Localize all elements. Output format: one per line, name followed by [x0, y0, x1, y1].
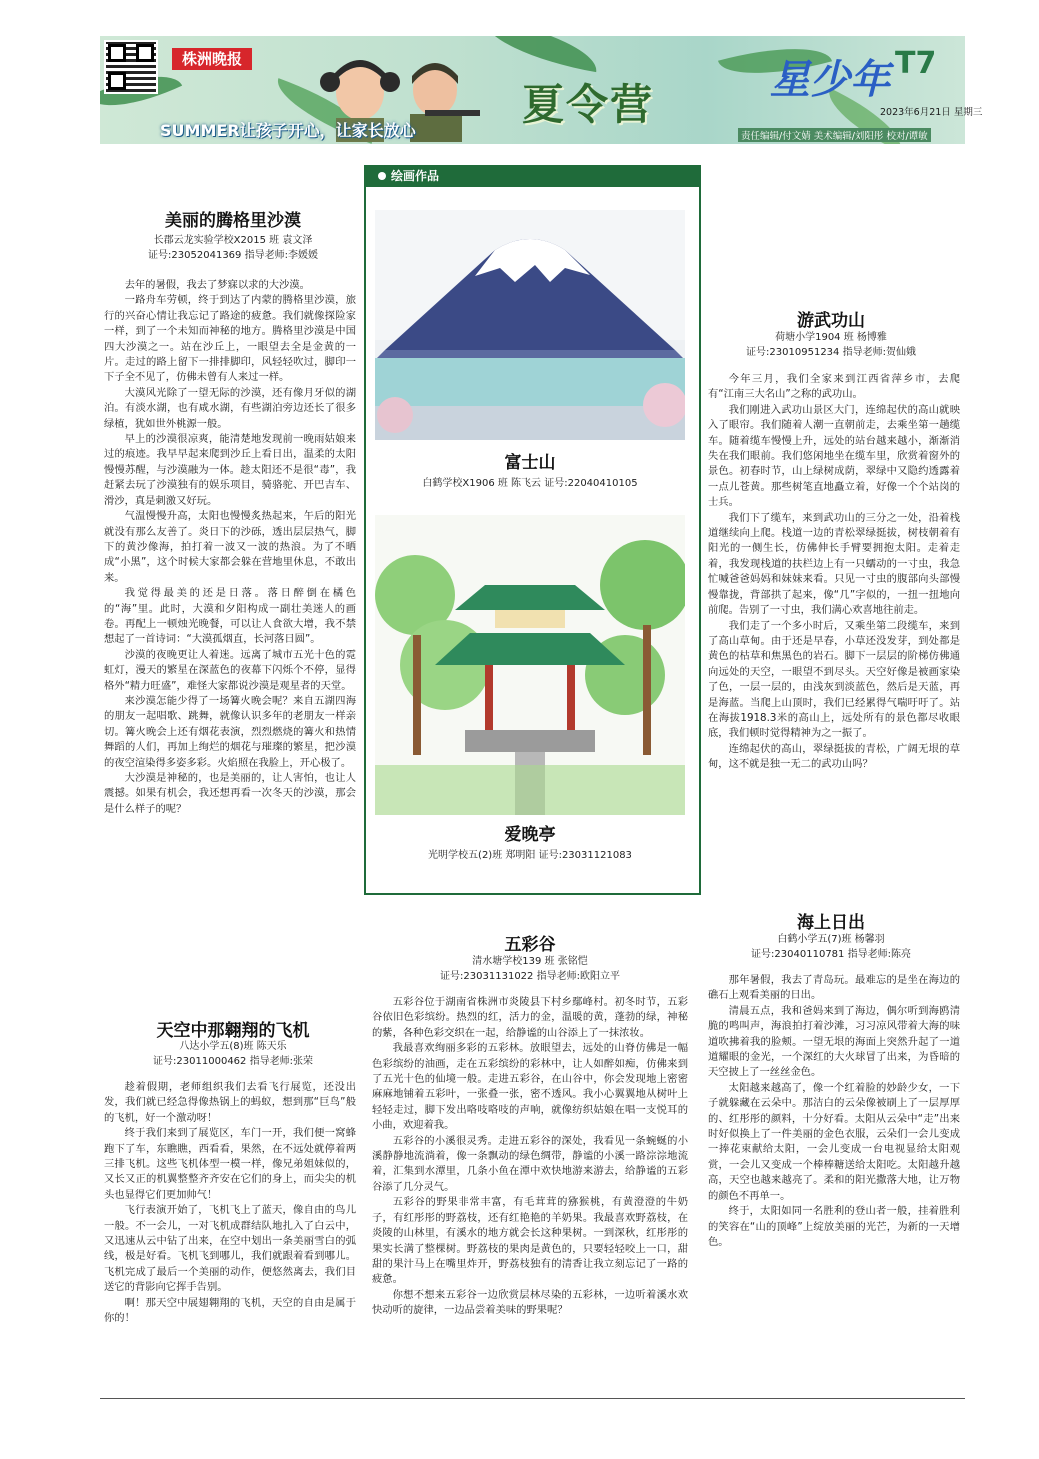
qr-code-icon[interactable]: [104, 40, 158, 94]
masthead-title: 夏令营: [522, 80, 655, 129]
masthead-slogan: SUMMER让孩子开心，让家长放心: [160, 121, 416, 140]
article-byline: [370, 954, 690, 984]
article-title: 五彩谷: [504, 935, 556, 955]
issue-date: 2023年6月21日 星期三: [880, 107, 983, 118]
article-title: 游武功山: [797, 311, 865, 331]
teacher-line: 证号:23040110781 指导老师:陈亮: [751, 949, 911, 960]
paragraph: 一路舟车劳顿，终于到达了内蒙的腾格里沙漠，旅行的兴奋心情让我忘记了路途的疲惫。我们就像探险家一样，到了一个未知而神秘的地方。腾格里沙漠是中国四大沙漠之一。站在沙丘上，一眼望去全是金黄的一片。走过的路上留下一排排脚印，风轻轻吹过，脚印一下子全不见了，仿佛未曾有人来过一样。: [104, 294, 356, 384]
author-line: 清水塘学校139 班 张铭恺: [472, 956, 588, 967]
teacher-line: 证号:23031131022 指导老师:欧阳立平: [440, 971, 620, 982]
article-title: 海上日出: [797, 913, 865, 933]
paragraph: 终于，太阳如同一名胜利的登山者一般，挂着胜利的笑容在“山的顶峰”上绽放美丽的光芒，为新的一天增色。: [708, 1205, 960, 1248]
gallery-header-label: 绘画作品: [391, 169, 440, 183]
article-byline: [706, 330, 956, 360]
palm-leaf-decoration: [478, 36, 602, 72]
article-byline: [108, 233, 358, 263]
teacher-line: 证号:23011000462 指导老师:张荣: [153, 1056, 313, 1067]
article-body: [372, 995, 688, 1319]
painting-mount-fuji[interactable]: [375, 210, 685, 440]
paragraph: 飞行表演开始了，飞机飞上了蓝天，像自由的鸟儿一般。不一会儿，一对飞机成群结队地扎入了白云中，又迅速从云中钻了出来，在空中划出一条美丽雪白的弧线，极是好看。飞机飞到哪儿，我们就跟着看到哪儿。飞机完成了最后一个美丽的动作，便悠然离去，我们目送它的背影向它挥手告别。: [104, 1204, 356, 1294]
paragraph: 连绵起伏的高山，翠绿挺拔的青松，广阔无垠的草甸，这不就是独一无二的武功山吗？: [708, 742, 960, 771]
teacher-line: 证号:23052041369 指导老师:李媛媛: [148, 250, 318, 261]
paragraph: 早上的沙漠很凉爽，能清楚地发现前一晚雨姑娘来过的痕迹。我早早起来爬到沙丘上看日出，温柔的太阳慢慢苏醒，与沙漠融为一体。趁太阳还不是很“毒”，我赶紧去玩了沙漠独有的娱乐项目，骑骆驼、开巴吉车、滑沙，真是刺激又好玩。: [104, 433, 356, 507]
paragraph: 我们下了缆车，来到武功山的三分之一处，沿着栈道继续向上爬。栈道一边的青松翠绿挺拔，树枝朝着有阳光的一侧生长，仿佛伸长手臂要拥抱太阳。走着走着，我发现栈道的扶栏边上有一只蠕动的一寸虫，我急忙喊爸爸妈妈和妹妹来看。只见一寸虫的腹部向头部慢慢靠拢，背部拱了起来，像“几”字似的，一扭一扭地向前爬。告别了一寸虫，我们满心欢喜地往前走。: [708, 511, 960, 617]
paragraph: 来沙漠怎能少得了一场篝火晚会呢？来自五湖四海的朋友一起唱歌、跳舞，就像认识多年的老朋友一样亲切。篝火晚会上还有烟花表演，烈烈燃烧的篝火和热情舞蹈的人们，再加上绚烂的烟花与璀璨的繁星，把沙漠的夜空渲染得多姿多彩。火焰照在我脸上，开心极了。: [104, 694, 356, 769]
paragraph: 大漠风光除了一望无际的沙漠，还有像月牙似的湖泊。有淡水湖，也有咸水湖，有些湖泊旁边还长了很多绿植，犹如世外桃源一般。: [104, 386, 356, 430]
editor-credit: 责任编辑/付文婧 美术编辑/刘阳彤 校对/谭敏: [738, 128, 931, 142]
paragraph: 清晨五点，我和爸妈来到了海边，偶尔听到海鸥清脆的鸣叫声，海浪拍打着沙滩，习习凉风带着大海的味道吹拂着我的脸颊。一望无垠的海面上突然升起了一道道耀眼的金光，一个深红的大火球冒了出来，为昏暗的天空披上了一丝丝金色。: [708, 1004, 960, 1079]
paragraph: 我觉得最美的还是日落。落日醉倒在橘色的“海”里。此时，大漠和夕阳构成一副壮美迷人的画卷。再配上一顿烛光晚餐，可以让人食欲大增，我不禁想起了一首诗词：“大漠孤烟直，长河落日圆”。: [104, 587, 356, 646]
article-title: 天空中那翱翔的飞机: [156, 1021, 310, 1041]
author-line: 荷塘小学1904 班 杨博雅: [775, 332, 887, 343]
column-title: 星少年: [770, 57, 890, 103]
article-title: 美丽的腾格里沙漠: [165, 211, 301, 231]
painting-byline: 光明学校五(2)班 郑明阳 证号:23031121083: [428, 850, 632, 861]
paragraph: 我们刚进入武功山景区大门，连绵起伏的高山就映入了眼帘。我们随着人潮一直朝前走，去乘坐第一趟缆车。随着缆车慢慢上升，远处的站台越来越小，渐渐消失在我们眼前。我们悠闲地坐在缆车里，欣赏着窗外的景色。初春时节，山上绿树成荫，翠绿中又隐约透露着一点儿苍黄。那些树笔直地矗立着，好像一个个站岗的士兵。: [708, 403, 960, 509]
paragraph: 终于我们来到了展览区，车门一开，我们便一窝蜂跑下了车，东瞧瞧，西看看，果然，在不远处就停着两三排飞机。这些飞机体型一模一样，像兄弟姐妹似的，又长又正的机翼整整齐齐安在它们的身上，而尖尖的机头也显得它们更加帅气！: [104, 1127, 356, 1201]
paragraph: 啊！那天空中展翅翱翔的飞机，天空的自由是属于你的！: [104, 1296, 356, 1325]
paragraph: 气温慢慢升高，太阳也慢慢炙热起来，午后的阳光就没有那么友善了。炎日下的沙砾，透出层层热气，脚下的黄沙像海，拍打着一波又一波的热浪。为了不晒成“小黑”，这个时候大家都会躲在营地里休息，不敢出来。: [104, 510, 356, 584]
article-body: [708, 973, 960, 1250]
paragraph: 五彩谷位于湖南省株洲市炎陵县下村乡鄢峰村。初冬时节，五彩谷依旧色彩缤纷。热烈的红，活力的金，温暖的黄，蓬勃的绿，神秘的紫，各种色彩交织在一起，给静谧的山谷添上了一抹浓妆。: [372, 996, 688, 1039]
article-byline: [706, 932, 956, 962]
author-line: 八达小学五(8)班 陈天乐: [179, 1041, 287, 1052]
painting-title: 爱晚亭: [504, 825, 556, 845]
article-body: [708, 372, 960, 773]
paragraph: 大沙漠是神秘的，也是美丽的，让人害怕，也让人震撼。如果有机会，我还想再看一次冬天的沙漠，那会是什么样子的呢？: [104, 772, 356, 815]
page-number: T7: [895, 46, 937, 81]
paragraph: 趁着假期，老师组织我们去看飞行展览，还没出发，我们就已经急得像热锅上的蚂蚁，想到那“巨鸟”般的飞机，好一个激动呀！: [104, 1081, 356, 1124]
article-body: [104, 278, 356, 817]
paragraph: 我们走了一个多小时后，又乘坐第二段缆车，来到了高山草甸。由于还是早春，小草还没发芽，到处都是黄色的枯草和焦黑色的岩石。脚下一层层的阶梯仿佛通向远处的天空，一眼望不到尽头。天空好像是被画家染了色，一层一层的，由浅灰到淡蓝色，然后是天蓝，再是海蓝。当爬上山顶时，我们已经累得气喘吁吁了。站在海拔1918.3米的高山上，远处所有的景色都尽收眼底，我们顿时觉得精神为之一振了。: [708, 619, 960, 740]
paragraph: 沙漠的夜晚更让人着迷。远离了城市五光十色的霓虹灯，漫天的繁星在深蓝色的夜幕下闪烁个不停，显得格外“精力旺盛”，难怪大家都说沙漠是观星者的天堂。: [104, 648, 356, 692]
painting-byline: 白鹤学校X1906 班 陈飞云 证号:22040410105: [422, 478, 638, 489]
bottom-rule: [100, 1398, 965, 1399]
paragraph: 你想不想来五彩谷一边欣赏层林尽染的五彩林，一边听着溪水欢快动听的旋律，一边品尝着美味的野果呢？: [372, 1288, 688, 1317]
paragraph: 太阳越来越高了，像一个红着脸的妙龄少女，一下子就躲藏在云朵中。那洁白的云朵像被刷上了一层厚厚的、红彤彤的颜料，十分好看。太阳从云朵中“走”出来时好似换上了一件美丽的金色衣服，云朵们一会儿变成一捧花束献给太阳，一会儿变成一台电视显给太阳观赏，一会儿又变成一个棒棒糖送给太阳吃。太阳越升越高，天空也越来越亮了。柔和的阳光撒落大地，让万物的颜色不再单一。: [708, 1081, 960, 1202]
article-body: [104, 1080, 356, 1327]
paragraph: 去年的暑假，我去了梦寐以求的大沙漠。: [124, 279, 310, 291]
paragraph: 我最喜欢绚丽多彩的五彩林。放眼望去，远处的山脊仿佛是一幅色彩缤纷的油画，走在五彩缤纷的彩林中，让人如醉如痴，仿佛来到了五光十色的仙境一般。走进五彩谷，在山谷中，你会发现地上密密麻麻地铺着五彩叶，一张叠一张，密不透风。我小心翼翼地从树叶上轻轻走过，脚下发出咯吱咯吱的声响，就像纺织姑娘在唱一支悦耳的小曲，欢迎着我。: [372, 1042, 688, 1132]
painting-aiwan-pavilion[interactable]: [375, 515, 685, 815]
newspaper-logo: 株洲晚报: [172, 48, 252, 70]
paragraph: 五彩谷的小溪很灵秀。走进五彩谷的深处，我看见一条蜿蜒的小溪静静地流淌着，像一条飘动的绿色绸带，静谧的小溪一路淙淙地流着，汇集到水潭里，几条小鱼在潭中欢快地游来游去，给静谧的五彩谷添了几分灵气。: [372, 1134, 688, 1193]
paragraph: 那年暑假，我去了青岛玩。最难忘的是坐在海边的礁石上观看美丽的日出。: [708, 974, 960, 1002]
painting-title: 富士山: [504, 453, 556, 473]
paragraph: 今年三月，我们全家来到江西省萍乡市，去爬有“江南三大名山”之称的武功山。: [708, 373, 960, 401]
author-line: 白鹤小学五(7)班 杨馨羽: [777, 934, 885, 945]
paragraph: 五彩谷的野果非常丰富，有毛茸茸的猕猴桃，有黄澄澄的牛奶子，有红彤彤的野荔枝，还有红艳艳的羊奶果。我最喜欢野荔枝，在炎陵的山林里，有溪水的地方就会长这种果树。一到深秋，红彤彤的果实长满了整棵树。野荔枝的果肉是黄色的，只要轻轻咬上一口，甜甜的果汁马上在嘴里炸开，野荔枝独有的清香让我立刻忘记了一路的疲惫。: [372, 1196, 688, 1286]
article-byline: [108, 1039, 358, 1069]
author-line: 长郡云龙实验学校X2015 班 袁文泽: [153, 235, 313, 246]
teacher-line: 证号:23010951234 指导老师:贺仙娥: [746, 347, 916, 358]
